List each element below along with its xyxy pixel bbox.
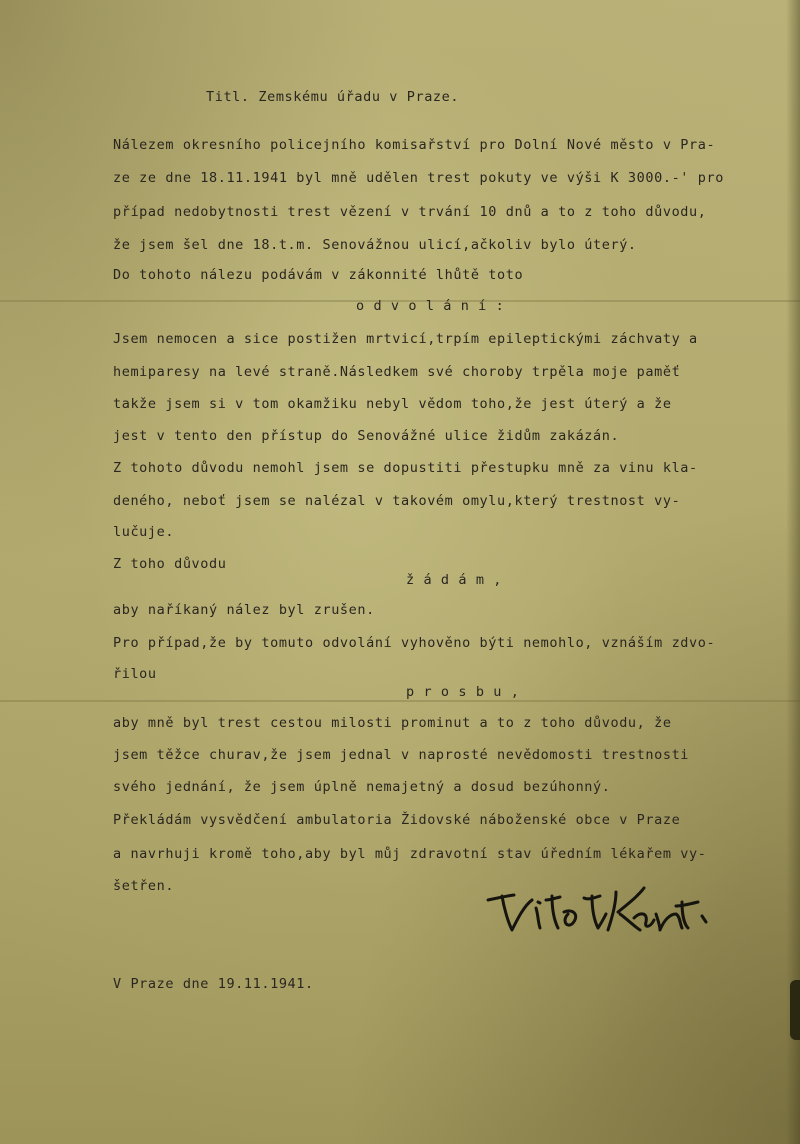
paper-tear [790, 980, 800, 1040]
text-line: aby mně byl trest cestou milosti prominut a to z toho důvodu, že [113, 715, 672, 731]
paper-fold [0, 700, 800, 702]
text-line: deného, neboť jsem se nalézal v takovém omylu,který trestnost vy- [113, 493, 681, 509]
request-line: aby naříkaný nález byl zrušen. [113, 602, 375, 618]
paper-edge-shadow [786, 0, 800, 1144]
text-line: lučuje. [113, 524, 175, 540]
text-line: takže jsem si v tom okamžiku nebyl vědom toho,že jest úterý a že [113, 396, 672, 412]
text-line: řilou [113, 666, 157, 682]
appeal-heading: o d v o l á n í : [356, 298, 505, 314]
text-line: a navrhuji kromě toho,aby byl můj zdravotní stav úředním lékařem vy- [113, 846, 707, 862]
text-line: šetřen. [113, 878, 175, 894]
text-line: ze ze dne 18.11.1941 byl mně udělen trest pokuty ve výši K 3000.-' pro [113, 170, 724, 186]
handwritten-signature [484, 878, 734, 938]
text-line: případ nedobytnosti trest vězení v trvání 10 dnů a to z toho důvodu, [113, 204, 707, 220]
text-line: Pro případ,že by tomuto odvolání vyhověno býti nemohlo, vznáším zdvo- [113, 635, 716, 651]
text-line: Nálezem okresního policejního komisařství pro Dolní Nové město v Pra- [113, 137, 716, 153]
text-line: že jsem šel dne 18.t.m. Senovážnou ulicí,ačkoliv bylo úterý. [113, 237, 637, 253]
recipient-line: Titl. Zemskému úřadu v Praze. [206, 89, 460, 105]
text-line: Do tohoto nálezu podávám v zákonnité lhůtě toto [113, 267, 524, 283]
text-line: Jsem nemocen a sice postižen mrtvicí,trpím epileptickými záchvaty a [113, 331, 698, 347]
text-line: hemiparesy na levé straně.Následkem své choroby trpěla moje paměť [113, 364, 681, 380]
text-line: svého jednání, že jsem úplně nemajetný a dosud bezúhonný. [113, 779, 611, 795]
reason-intro: Z toho důvodu [113, 556, 227, 572]
request-heading: ž á d á m , [406, 572, 503, 588]
text-line: jsem těžce churav,že jsem jednal v naprosté nevědomosti trestnosti [113, 747, 690, 763]
plea-heading: p r o s b u , [406, 684, 520, 700]
text-line: Z tohoto důvodu nemohl jsem se dopustiti přestupku mně za vinu kla- [113, 460, 698, 476]
text-line: Překládám vysvědčení ambulatoria Židovské náboženské obce v Praze [113, 812, 681, 828]
text-line: jest v tento den přístup do Senovážné ulice židům zakázán. [113, 428, 620, 444]
place-date: V Praze dne 19.11.1941. [113, 976, 314, 992]
